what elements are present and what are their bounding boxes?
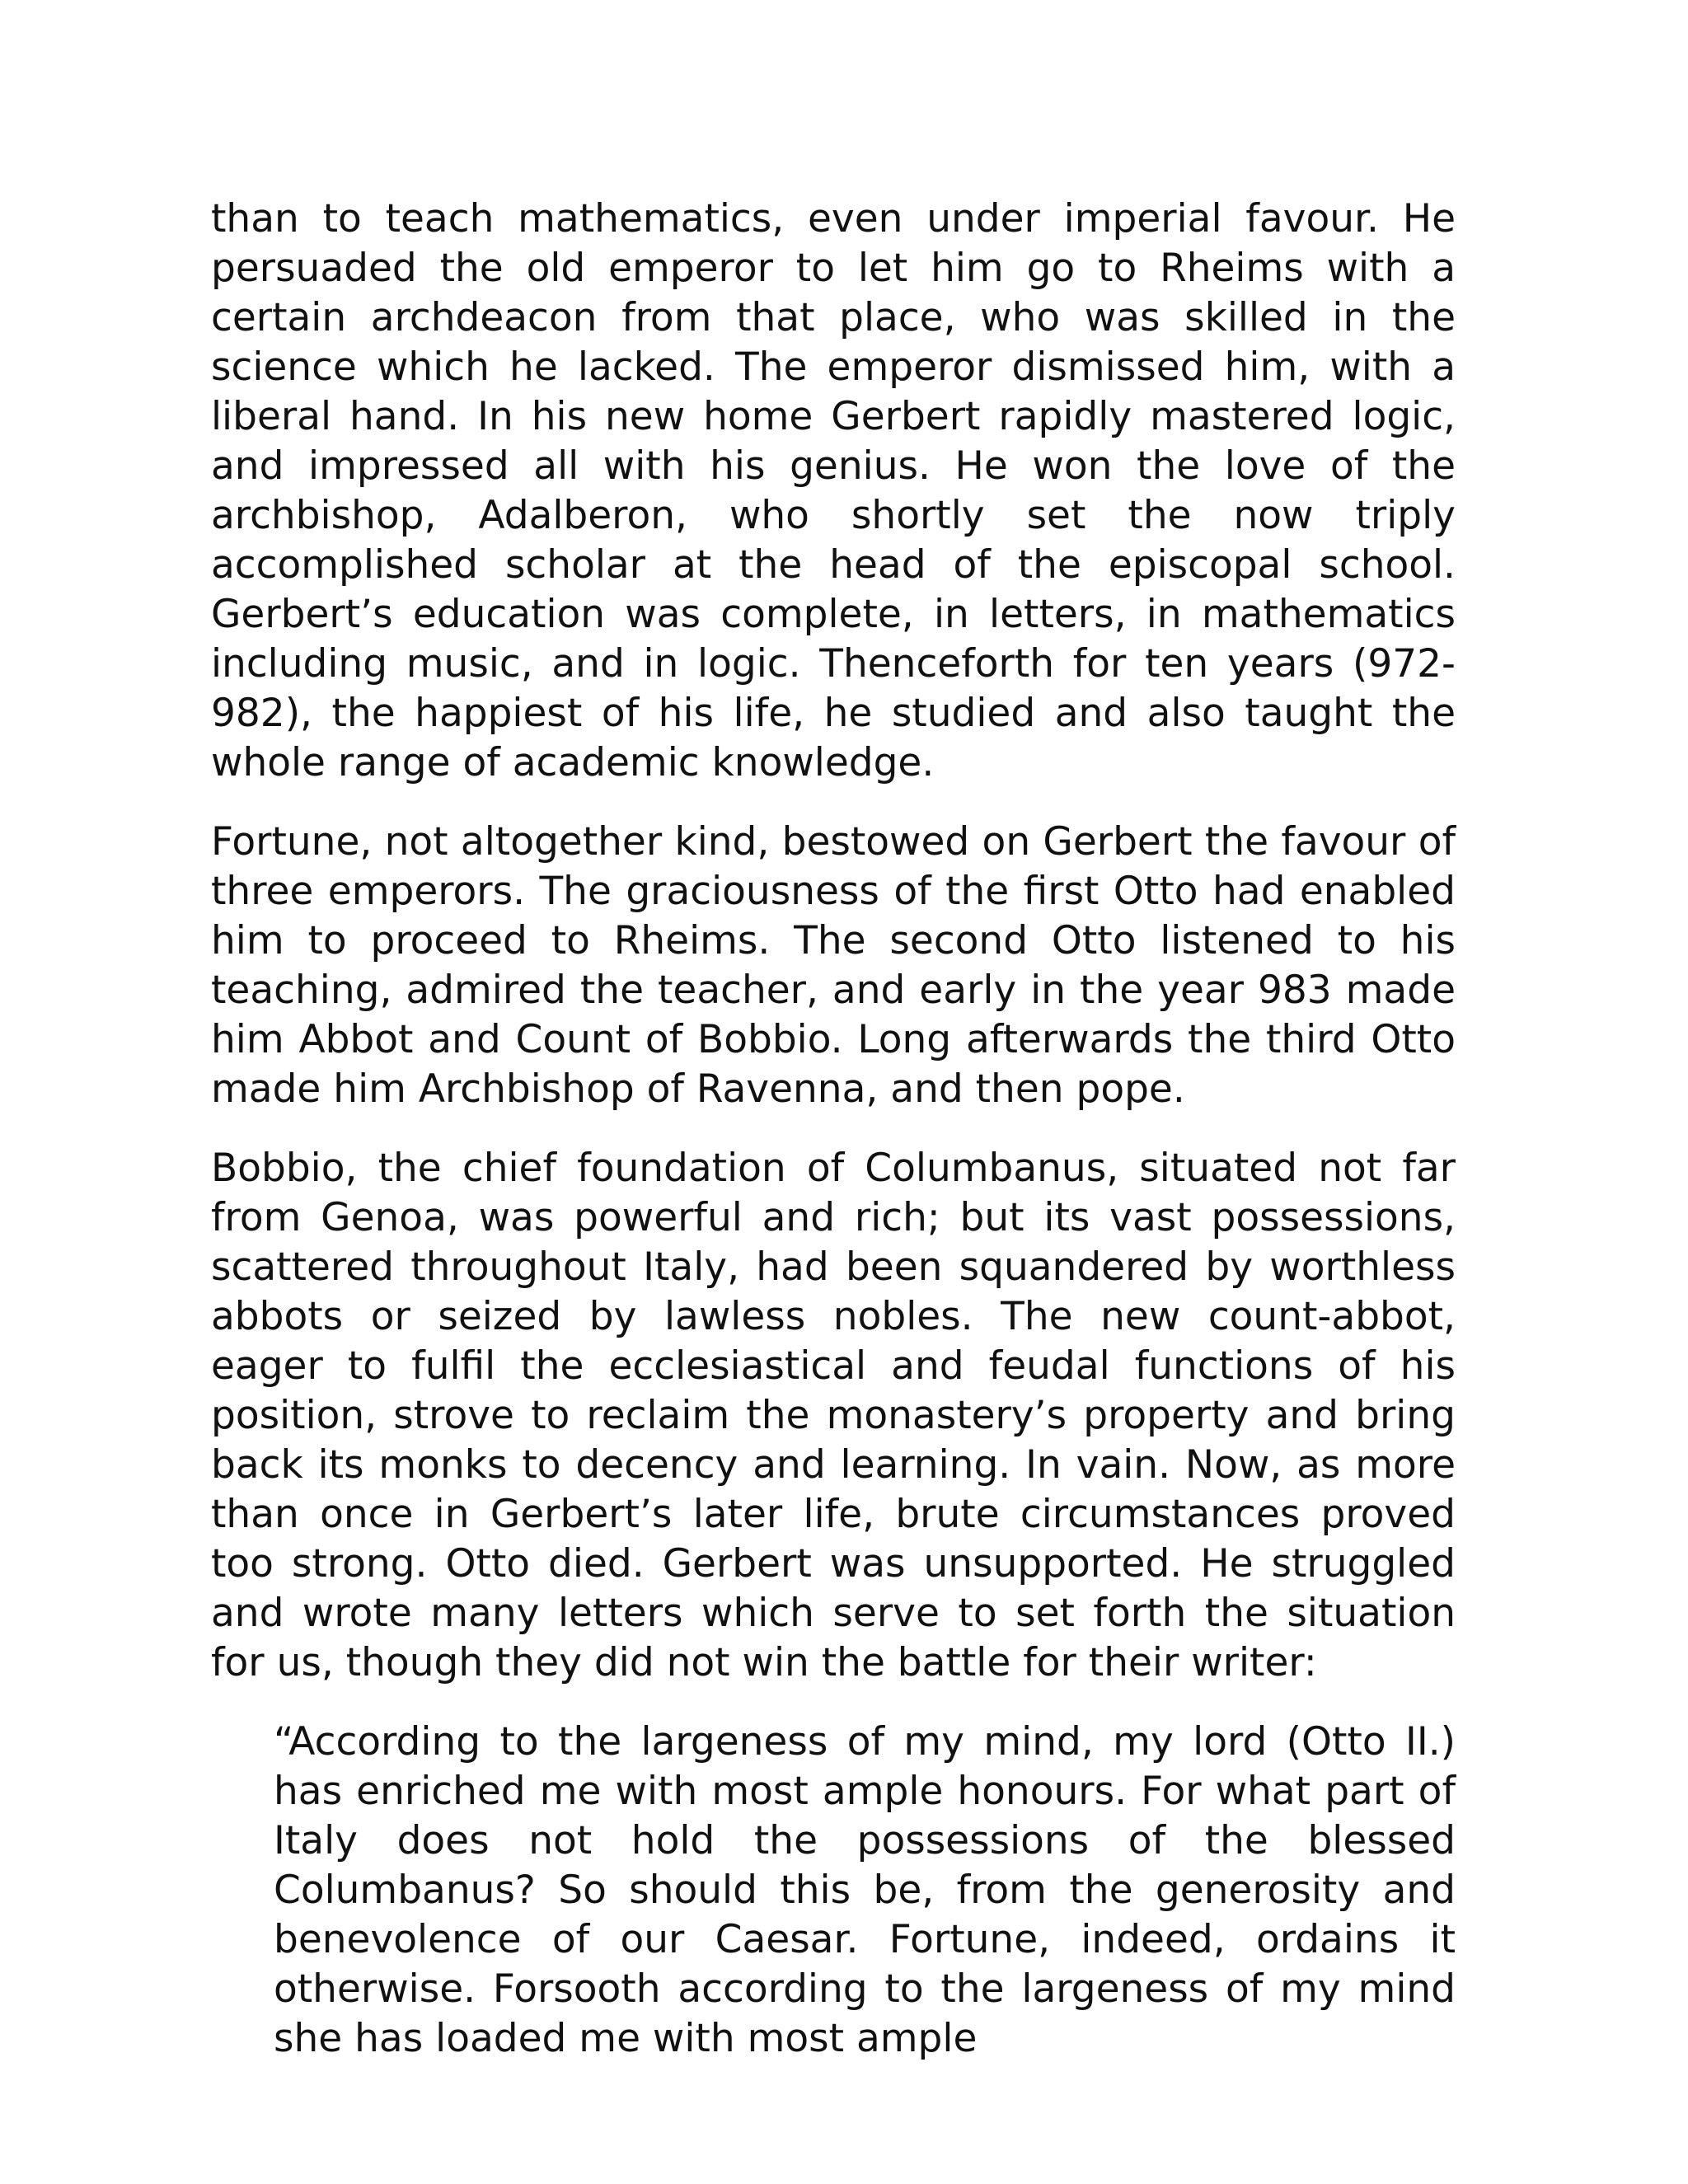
paragraph-three-emperors: Fortune, not altogether kind, bestowed on Gerbert the favour of three emperors. The graciousness of the first Otto had enabled him to proceed to Rheims. The second Otto listened to his teaching, admired the teacher, and early in the year 983 made him Abbot and Count of Bobbio. Long afterwards the third Otto made him Archbishop of Ravenna, and then pope.: [211, 819, 1456, 1112]
block-quote-letter: “According to the largeness of my mind, my lord (Otto II.) has enriched me with most ample honours. For what part of Italy does not hold the possessions of the blessed Columbanus? So should this be, from the generosity and benevolence of our Caesar. Fortune, indeed, ordains it otherwise. Forsooth according to the largeness of my mind she has loaded me with most ample: [274, 1719, 1456, 2061]
paragraph-bobbio: Bobbio, the chief foundation of Columbanus, situated not far from Genoa, was powerful and rich; but its vast possessions, scattered throughout Italy, had been squandered by worthless abbots or seized by lawless nobles. The new count-abbot, eager to fulfil the ecclesiastical and feudal functions of his position, strove to reclaim the monastery’s property and bring back its monks to decency and learning. In vain. Now, as more than once in Gerbert’s later life, brute circumstances proved too strong. Otto died. Gerbert was unsupported. He struggled and wrote many letters which serve to set forth the situation for us, though they did not win the battle for their writer:: [211, 1146, 1456, 1685]
body-text: [211, 194, 1456, 2064]
paragraph-gerbert-rheims: than to teach mathematics, even under imperial favour. He persuaded the old emperor to let him go to Rheims with a certain archdeacon from that place, who was skilled in the science which he lacked. The emperor dismissed him, with a liberal hand. In his new home Gerbert rapidly mastered logic, and impressed all with his genius. He won the love of the archbishop, Adalberon, who shortly set the now triply accomplished scholar at the head of the episcopal school. Gerbert’s education was complete, in letters, in mathematics including music, and in logic. Thenceforth for ten years (972-982), the happiest of his life, he studied and also taught the whole range of academic knowledge.: [211, 196, 1456, 785]
